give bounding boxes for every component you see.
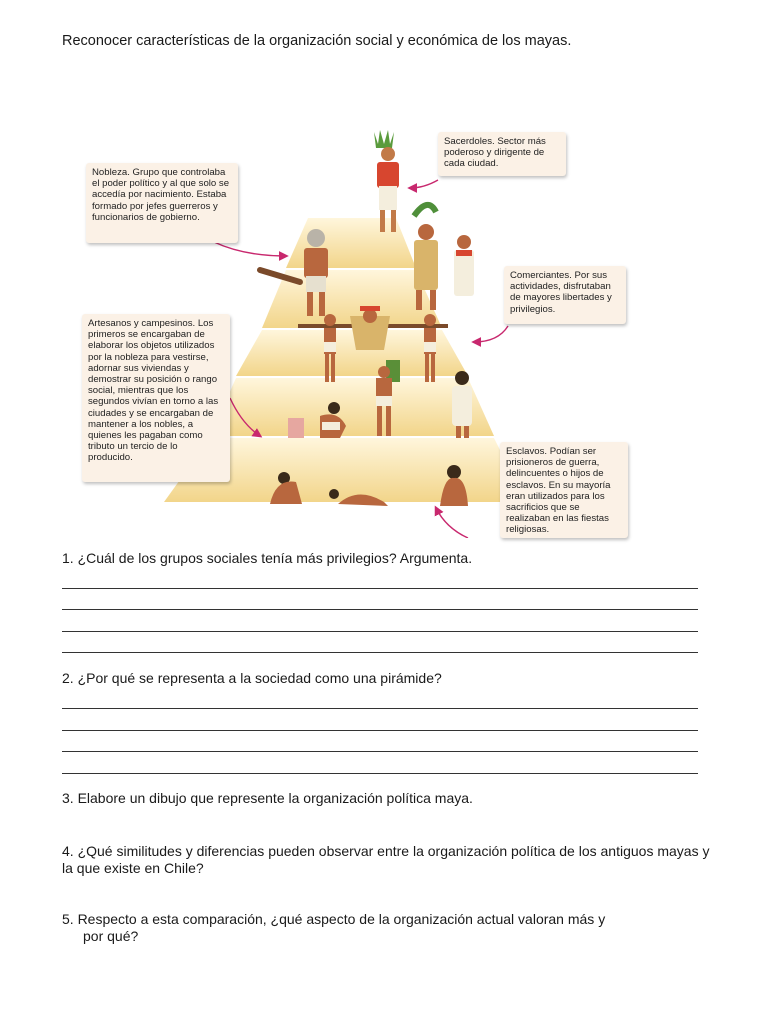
answer-line[interactable] (62, 609, 698, 610)
note-sacerdotes: Sacerdoles. Sector más poderoso y dirigente de cada ciudad. (438, 132, 566, 176)
answer-line[interactable] (62, 631, 698, 632)
question-1: 1. ¿Cuál de los grupos sociales tenía más privilegios? Argumenta. (62, 550, 473, 566)
note-comerciantes: Comerciantes. Por sus actividades, disfrutaban de mayores libertades y privilegios. (504, 266, 626, 324)
answer-line[interactable] (62, 773, 698, 774)
question-2: 2. ¿Por qué se representa a la sociedad como una pirámide? (62, 670, 442, 686)
arrow-comerciantes (474, 326, 508, 342)
question-5-line-2: por qué? (83, 928, 139, 944)
note-esclavos: Esclavos. Podían ser prisioneros de guerra, delincuentes o hijos de esclavos. En su mayoría eran utilizados para los sacrificios que se realizaban en las fiestas religiosas. (500, 442, 628, 538)
arrow-nobleza (214, 242, 286, 256)
worksheet-title: Reconocer características de la organización social y económica de los mayas. (62, 33, 572, 49)
note-nobleza: Nobleza. Grupo que controlaba el poder político y al que solo se accedía por nacimiento. Estaba formado por jefes guerreros y funcionarios de gobierno. (86, 163, 238, 243)
question-5 (62, 911, 692, 945)
arrow-esclavos (436, 508, 468, 538)
pyramid-tier-4 (210, 378, 494, 436)
question-3: 3. Elabore un dibujo que represente la organización política maya. (62, 790, 473, 806)
answer-line[interactable] (62, 751, 698, 752)
question-4: 4. ¿Qué similitudes y diferencias pueden observar entre la organización política de los antiguos mayas y la que existe en Chile? (62, 843, 710, 876)
answer-line[interactable] (62, 708, 698, 709)
question-5-line-1: 5. Respecto a esta comparación, ¿qué aspecto de la organización actual valoran más y (62, 911, 606, 927)
note-artesanos: Artesanos y campesinos. Los primeros se encargaban de elaborar los objetos utilizados por la nobleza para vestirse, adornar sus viviendas y demostrar su posición o rango social, mientras que los segundos vivían en torno a las ciudades y se encargaban de mantener a los nobles, a quienes les pagaban como tributo un tercio de lo producido. (82, 314, 230, 482)
priest-figure (374, 130, 399, 232)
answer-line[interactable] (62, 730, 698, 731)
arrow-sacerdotes (410, 180, 438, 188)
maya-pyramid-figure (64, 120, 632, 538)
answer-line[interactable] (62, 652, 698, 653)
answer-line[interactable] (62, 588, 698, 589)
